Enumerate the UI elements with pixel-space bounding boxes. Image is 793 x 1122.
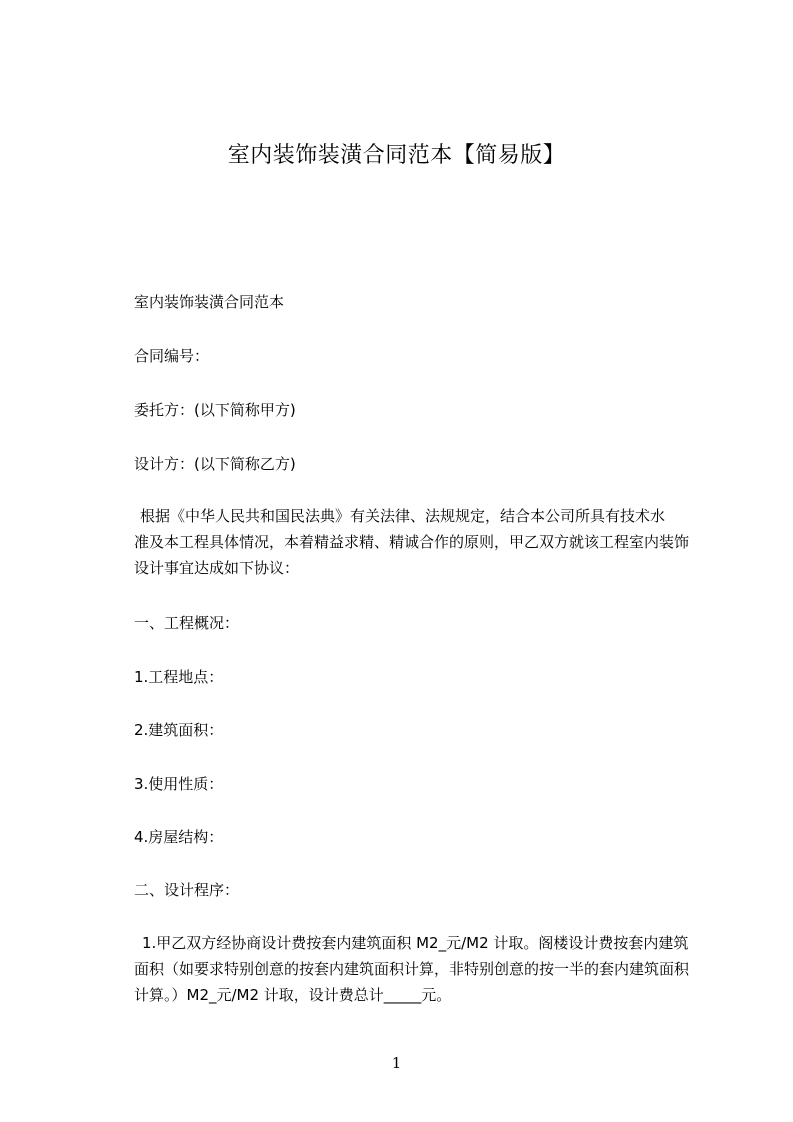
design-fee-paragraph	[134, 930, 724, 1008]
document-title: 室内装饰装潢合同范本【简易版】	[227, 143, 566, 168]
usage-nature-line: 3.使用性质：	[134, 775, 224, 793]
section-project-overview: 一、工程概况：	[134, 614, 240, 632]
intro-paragraph	[134, 503, 724, 581]
intro-line-2: 准及本工程具体情况，本着精益求精、精诚合作的原则，甲乙双方就该工程室内装饰	[134, 533, 690, 551]
building-structure-line: 4.房屋结构：	[134, 828, 224, 846]
contract-heading: 室内装饰装潢合同范本	[134, 293, 285, 311]
fee-line-2: 面积（如要求特别创意的按套内建筑面积计算，非特别创意的按一半的套内建筑面积	[134, 960, 690, 978]
building-area-line: 2.建筑面积：	[134, 721, 224, 739]
fee-line-1: 1.甲乙双方经协商设计费按套内建筑面积 M2_元/M2 计取。阁楼设计费按套内建筑	[142, 934, 689, 952]
designer-party-line: 设计方：(以下简称乙方)	[134, 455, 296, 473]
intro-line-1: 根据《中华人民共和国民法典》有关法律、法规规定，结合本公司所具有技术水	[140, 507, 666, 525]
intro-line-3: 设计事宜达成如下协议：	[134, 559, 300, 577]
section-design-procedure: 二、设计程序：	[134, 881, 240, 899]
client-party-line: 委托方：(以下简称甲方)	[134, 401, 296, 419]
project-location-line: 1.工程地点：	[134, 668, 224, 686]
fee-line-3: 计算。）M2_元/M2 计取，设计费总计_____元。	[134, 986, 452, 1004]
page-number: 1	[391, 1054, 402, 1072]
contract-number-line: 合同编号：	[134, 347, 210, 365]
